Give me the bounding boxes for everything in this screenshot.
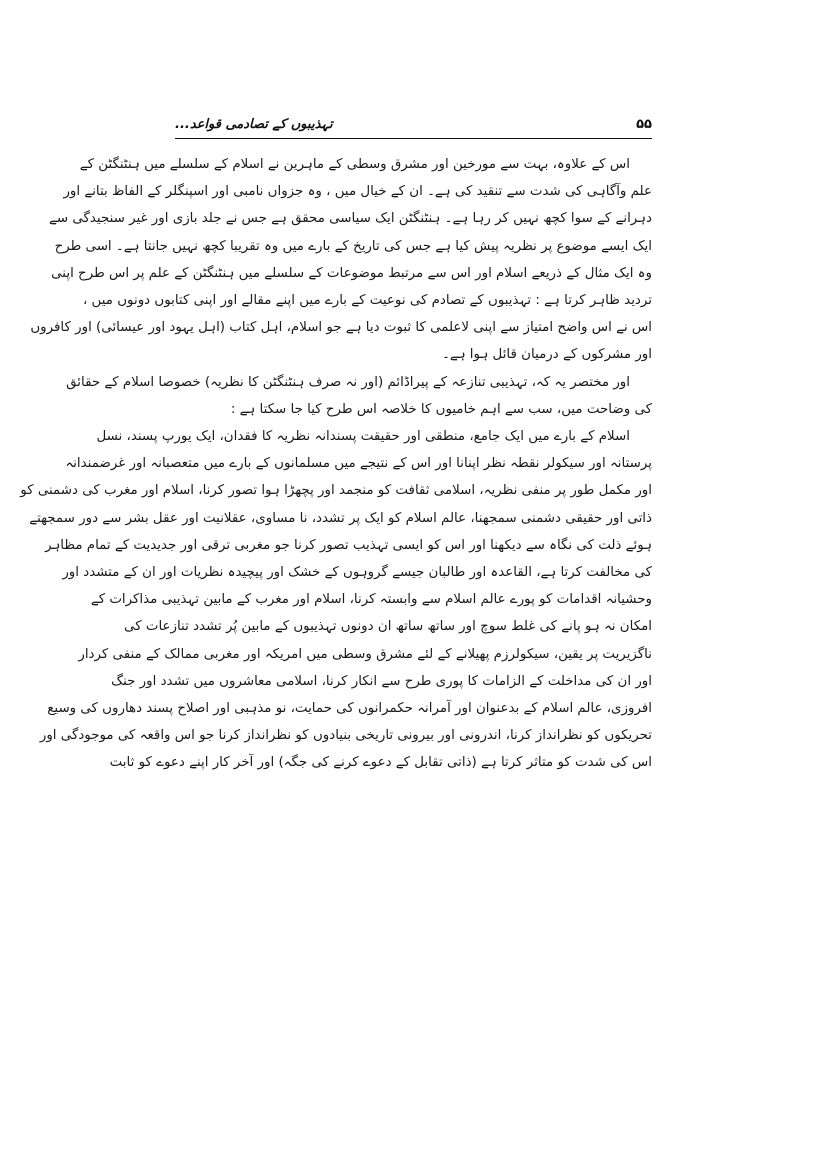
paragraph — [20, 423, 652, 777]
text-line: اسلام کے بارے میں ایک جامع، منطقی اور حقیقت پسندانہ نظریہ کا فقدان، ایک یورپ پسند، نسل — [96, 429, 630, 445]
text-line: تحریکوں کو نظرانداز کرنا، اندرونی اور بیرونی تاریخی بنیادوں کو نظرانداز کرنا جو اس واقعہ کی موجودگی اور — [39, 728, 652, 744]
text-line: امکان نہ ہو پانے کی غلط سوچ اور ساتھ ساتھ ان دونوں تہذیبوں کے مابین پُر تشدد تنازعات کی — [124, 619, 652, 635]
text-line: تردید ظاہر کرتا ہے : تہذیبوں کے تصادم کی نوعیت کے بارے میں اپنے مقالے اور اپنی کتابوں دونوں میں ، — [82, 293, 652, 309]
text-line: وہ ایک مثال کے ذریعے اسلام اور اس سے مرتبط موضوعات کے سلسلے میں ہنٹنگٹن کے علم پر اس طرح اپنی — [51, 265, 652, 281]
text-line: کی وضاحت میں، سب سے اہم خامیوں کا خلاصہ اس طرح کیا جا سکتا ہے : — [230, 401, 652, 417]
text-line: وحشیانہ اقدامات کو پورے عالم اسلام سے وابستہ کرنا، اسلام اور مغرب کے مابین تہذیبی مذاکرات کے — [90, 592, 652, 608]
book-page — [20, 110, 652, 777]
running-header — [175, 110, 652, 132]
text-line: اور مختصر یہ کہ، تہذیبی تنازعہ کے پیراڈائم (اور نہ صرف ہنٹنگٹن کا نظریہ) خصوصا اسلام کے حقائق — [66, 374, 630, 390]
body-text — [20, 151, 652, 777]
text-line: دہرانے کے سوا کچھ نہیں کر رہا ہے۔ ہنٹنگٹن ایک سیاسی محقق ہے جس نے جلد بازی اور غیر سنجیدگی سے — [49, 211, 652, 227]
text-line: کی مخالفت کرتا ہے، القاعدہ اور طالبان جیسے گروہوں کے خشک اور پیچیدہ نظریات اور ان کے متشدد اور — [62, 565, 652, 581]
text-line: اور مکمل طور پر منفی نظریہ، اسلامی ثقافت کو منجمد اور پچھڑا ہوا تصور کرنا، اسلام اور مغرب کی دشمنی کو — [20, 483, 652, 499]
paragraph — [30, 151, 652, 369]
text-line: علم وآگاہی کی شدت سے تنقید کی ہے۔ ان کے خیال میں ، وہ جزواں نامبی اور اسپنگلر کے الفاظ بتانے اور — [63, 184, 652, 200]
text-line: ذاتی اور حقیقی دشمنی سمجھنا، عالم اسلام کو ایک پر تشدد، نا مساوی، عقلانیت اور عقل بشر سے دور سمجھتے — [29, 510, 652, 526]
text-line: ناگزیریت پر یقین، سیکولرزم پھیلانے کے لئے مشرق وسطی میں امریکہ اور مغربی ممالک کے منفی کردار — [78, 646, 652, 662]
header-rule — [175, 138, 652, 139]
text-line: اس کے علاوہ، بہت سے مورخین اور مشرق وسطی کے ماہرین نے اسلام کے سلسلے میں ہنٹنگٹن کے — [79, 157, 630, 172]
text-line: ہوئے ذلت کی نگاہ سے دیکھنا اور اس کو ایسی تہذیب تصور کرنا جو مغربی ترقی اور جدیدیت کے تمام مظاہر — [45, 537, 652, 553]
text-line: اور مشرکوں کے درمیان قائل ہوا ہے۔ — [442, 347, 652, 363]
text-line: اس کی شدت کو متاثر کرتا ہے (ذاتی تقابل کے دعوے کرنے کی جگہ) اور آخر کار اپنے دعوے کو ثابت — [109, 755, 652, 771]
text-line: ایک ایسے موضوع پر نظریہ پیش کیا ہے جس کی تاریخ کے بارے میں وہ تقریبا کچھ نہیں جانتا ہے۔ اسی طرح — [54, 238, 652, 254]
running-title: تہذیبوں کے تصادمی قواعد... — [175, 117, 333, 132]
text-line: اس نے اس واضح امتیاز سے اپنی لاعلمی کا ثبوت دیا ہے جو اسلام، اہل کتاب (اہل یہود اور عیسائی) اور کافروں — [30, 320, 652, 336]
text-line: اور ان کی مداخلت کے الزامات کا پوری طرح سے انکار کرنا، اسلامی معاشروں میں تشدد اور جنگ — [111, 673, 652, 689]
text-line: پرستانہ اور سیکولر نقطہ نظر اپنانا اور اس کے نتیجے میں مسلمانوں کے بارے میں متعصبانہ اور غرضمندانہ — [65, 456, 652, 472]
paragraph — [66, 369, 652, 423]
text-line: افروزی، عالم اسلام کے بدعنوان اور آمرانہ حکمرانوں کی حمایت، نو مذہبی اور اصلاح پسند دھاروں کی وسیع — [47, 701, 652, 717]
page-number: ۵۵ — [636, 117, 652, 132]
